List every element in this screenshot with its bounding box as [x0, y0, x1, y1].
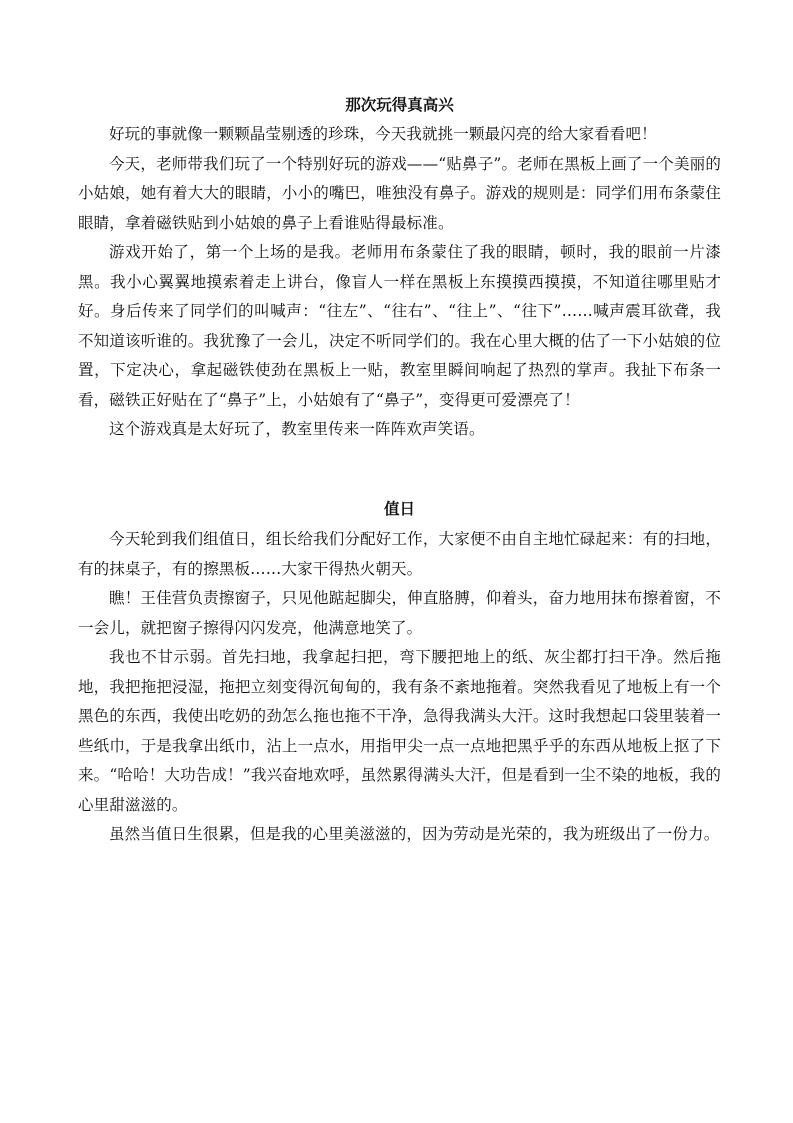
- essay-1-paragraph-3: 游戏开始了，第一个上场的是我。老师用布条蒙住了我的眼睛，顿时，我的眼前一片漆黑。我小心翼翼地摸索着走上讲台，像盲人一样在黑板上东摸摸西摸摸，不知道往哪里贴才好。身后传来了同学们的叫喊声：“往左”、“往右”、“往上”、“往下”……喊声震耳欲聋，我不知道该听谁的。我犹豫了一会儿，决定不听同学们的。我在心里大概的估了一下小姑娘的位置，下定决心，拿起磁铁使劲在黑板上一贴，教室里瞬间响起了热烈的掌声。我扯下布条一看，磁铁正好贴在了“鼻子”上，小姑娘有了“鼻子”，变得更可爱漂亮了！: [78, 243, 721, 409]
- essay-1-paragraph-2: 今天，老师带我们玩了一个特别好玩的游戏——“贴鼻子”。老师在黑板上画了一个美丽的小姑娘，她有着大大的眼睛，小小的嘴巴，唯独没有鼻子。游戏的规则是：同学们用布条蒙住眼睛，拿着磁铁贴到小姑娘的鼻子上看谁贴得最标准。: [78, 154, 721, 232]
- essay-1-title: 那次玩得真高兴: [345, 95, 454, 114]
- essay-2: [78, 499, 721, 850]
- essay-1-paragraph-1: 好玩的事就像一颗颗晶莹剔透的珍珠，今天我就挑一颗最闪亮的给大家看看吧！: [109, 125, 657, 143]
- essay-2-paragraph-3: 我也不甘示弱。首先扫地，我拿起扫把，弯下腰把地上的纸、灰尘都打扫干净。然后拖地，我把拖把浸湿，拖把立刻变得沉甸甸的，我有条不紊地拖着。突然我看见了地板上有一个黑色的东西，我使出吃奶的劲怎么拖也拖不干净，急得我满头大汗。这时我想起口袋里装着一些纸巾，于是我拿出纸巾，沾上一点水，用指甲尖一点一点地把黑乎乎的东西从地板上抠了下来。“哈哈！大功告成！”我兴奋地欢呼，虽然累得满头大汗，但是看到一尘不染的地板，我的心里甜滋滋的。: [78, 648, 721, 814]
- essay-1: [78, 95, 721, 445]
- essay-2-paragraph-4: 虽然当值日生很累，但是我的心里美滋滋的，因为劳动是光荣的，我为班级出了一份力。: [109, 825, 720, 843]
- essay-2-paragraph-2: 瞧！王佳营负责擦窗子，只见他踮起脚尖，伸直胳膊，仰着头，奋力地用抹布擦着窗，不一会儿，就把窗子擦得闪闪发亮，他满意地笑了。: [78, 589, 721, 637]
- essay-2-paragraph-1: 今天轮到我们组值日，组长给我们分配好工作，大家便不由自主地忙碌起来：有的扫地，有的抹桌子，有的擦黑板……大家干得热火朝天。: [78, 530, 721, 578]
- essay-1-paragraph-4: 这个游戏真是太好玩了，教室里传来一阵阵欢声笑语。: [109, 420, 485, 438]
- essay-2-title: 值日: [383, 499, 415, 518]
